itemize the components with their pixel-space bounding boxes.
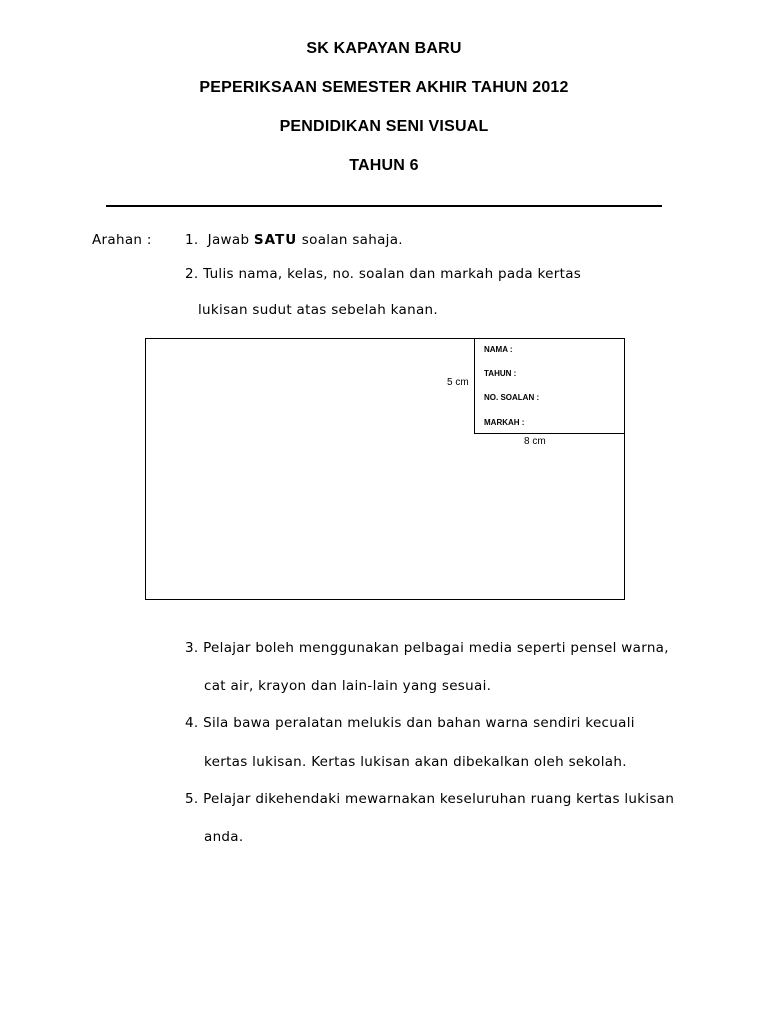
subject-title: PENDIDIKAN SENI VISUAL (279, 118, 489, 135)
instruction-1 (185, 232, 403, 248)
instruction-1-before: Jawab (207, 232, 250, 248)
instruction-1-number: 1. (185, 232, 199, 248)
year-title: TAHUN 6 (349, 157, 419, 174)
instruction-3-line-2: cat air, krayon dan lain-lain yang sesuai. (204, 678, 492, 694)
instruction-1-after: soalan sahaja. (301, 232, 403, 248)
instructions-label: Arahan : (92, 232, 152, 248)
label-field-name: NAMA : (484, 345, 513, 354)
width-dimension-label: 8 cm (524, 436, 546, 447)
school-name: SK KAPAYAN BARU (306, 40, 462, 57)
label-field-year: TAHUN : (484, 369, 517, 378)
exam-title: PEPERIKSAAN SEMESTER AKHIR TAHUN 2012 (199, 79, 569, 96)
label-field-question-no: NO. SOALAN : (484, 393, 540, 402)
instruction-4-line-1: 4. Sila bawa peralatan melukis dan bahan warna sendiri kecuali (185, 715, 635, 731)
label-box (474, 338, 624, 434)
instruction-3-line-1: 3. Pelajar boleh menggunakan pelbagai media seperti pensel warna, (185, 640, 669, 656)
instruction-1-emphasis: SATU (253, 232, 298, 248)
instruction-2-line-2: lukisan sudut atas sebelah kanan. (198, 302, 439, 318)
instruction-2-line-1: 2. Tulis nama, kelas, no. soalan dan markah pada kertas (185, 266, 582, 282)
instruction-4-line-2: kertas lukisan. Kertas lukisan akan dibekalkan oleh sekolah. (204, 754, 627, 770)
header-divider (106, 205, 662, 207)
instruction-5-line-1: 5. Pelajar dikehendaki mewarnakan keseluruhan ruang kertas lukisan (185, 791, 675, 807)
label-field-marks: MARKAH : (484, 418, 525, 427)
height-dimension-label: 5 cm (447, 377, 469, 388)
instruction-5-line-2: anda. (204, 829, 244, 845)
